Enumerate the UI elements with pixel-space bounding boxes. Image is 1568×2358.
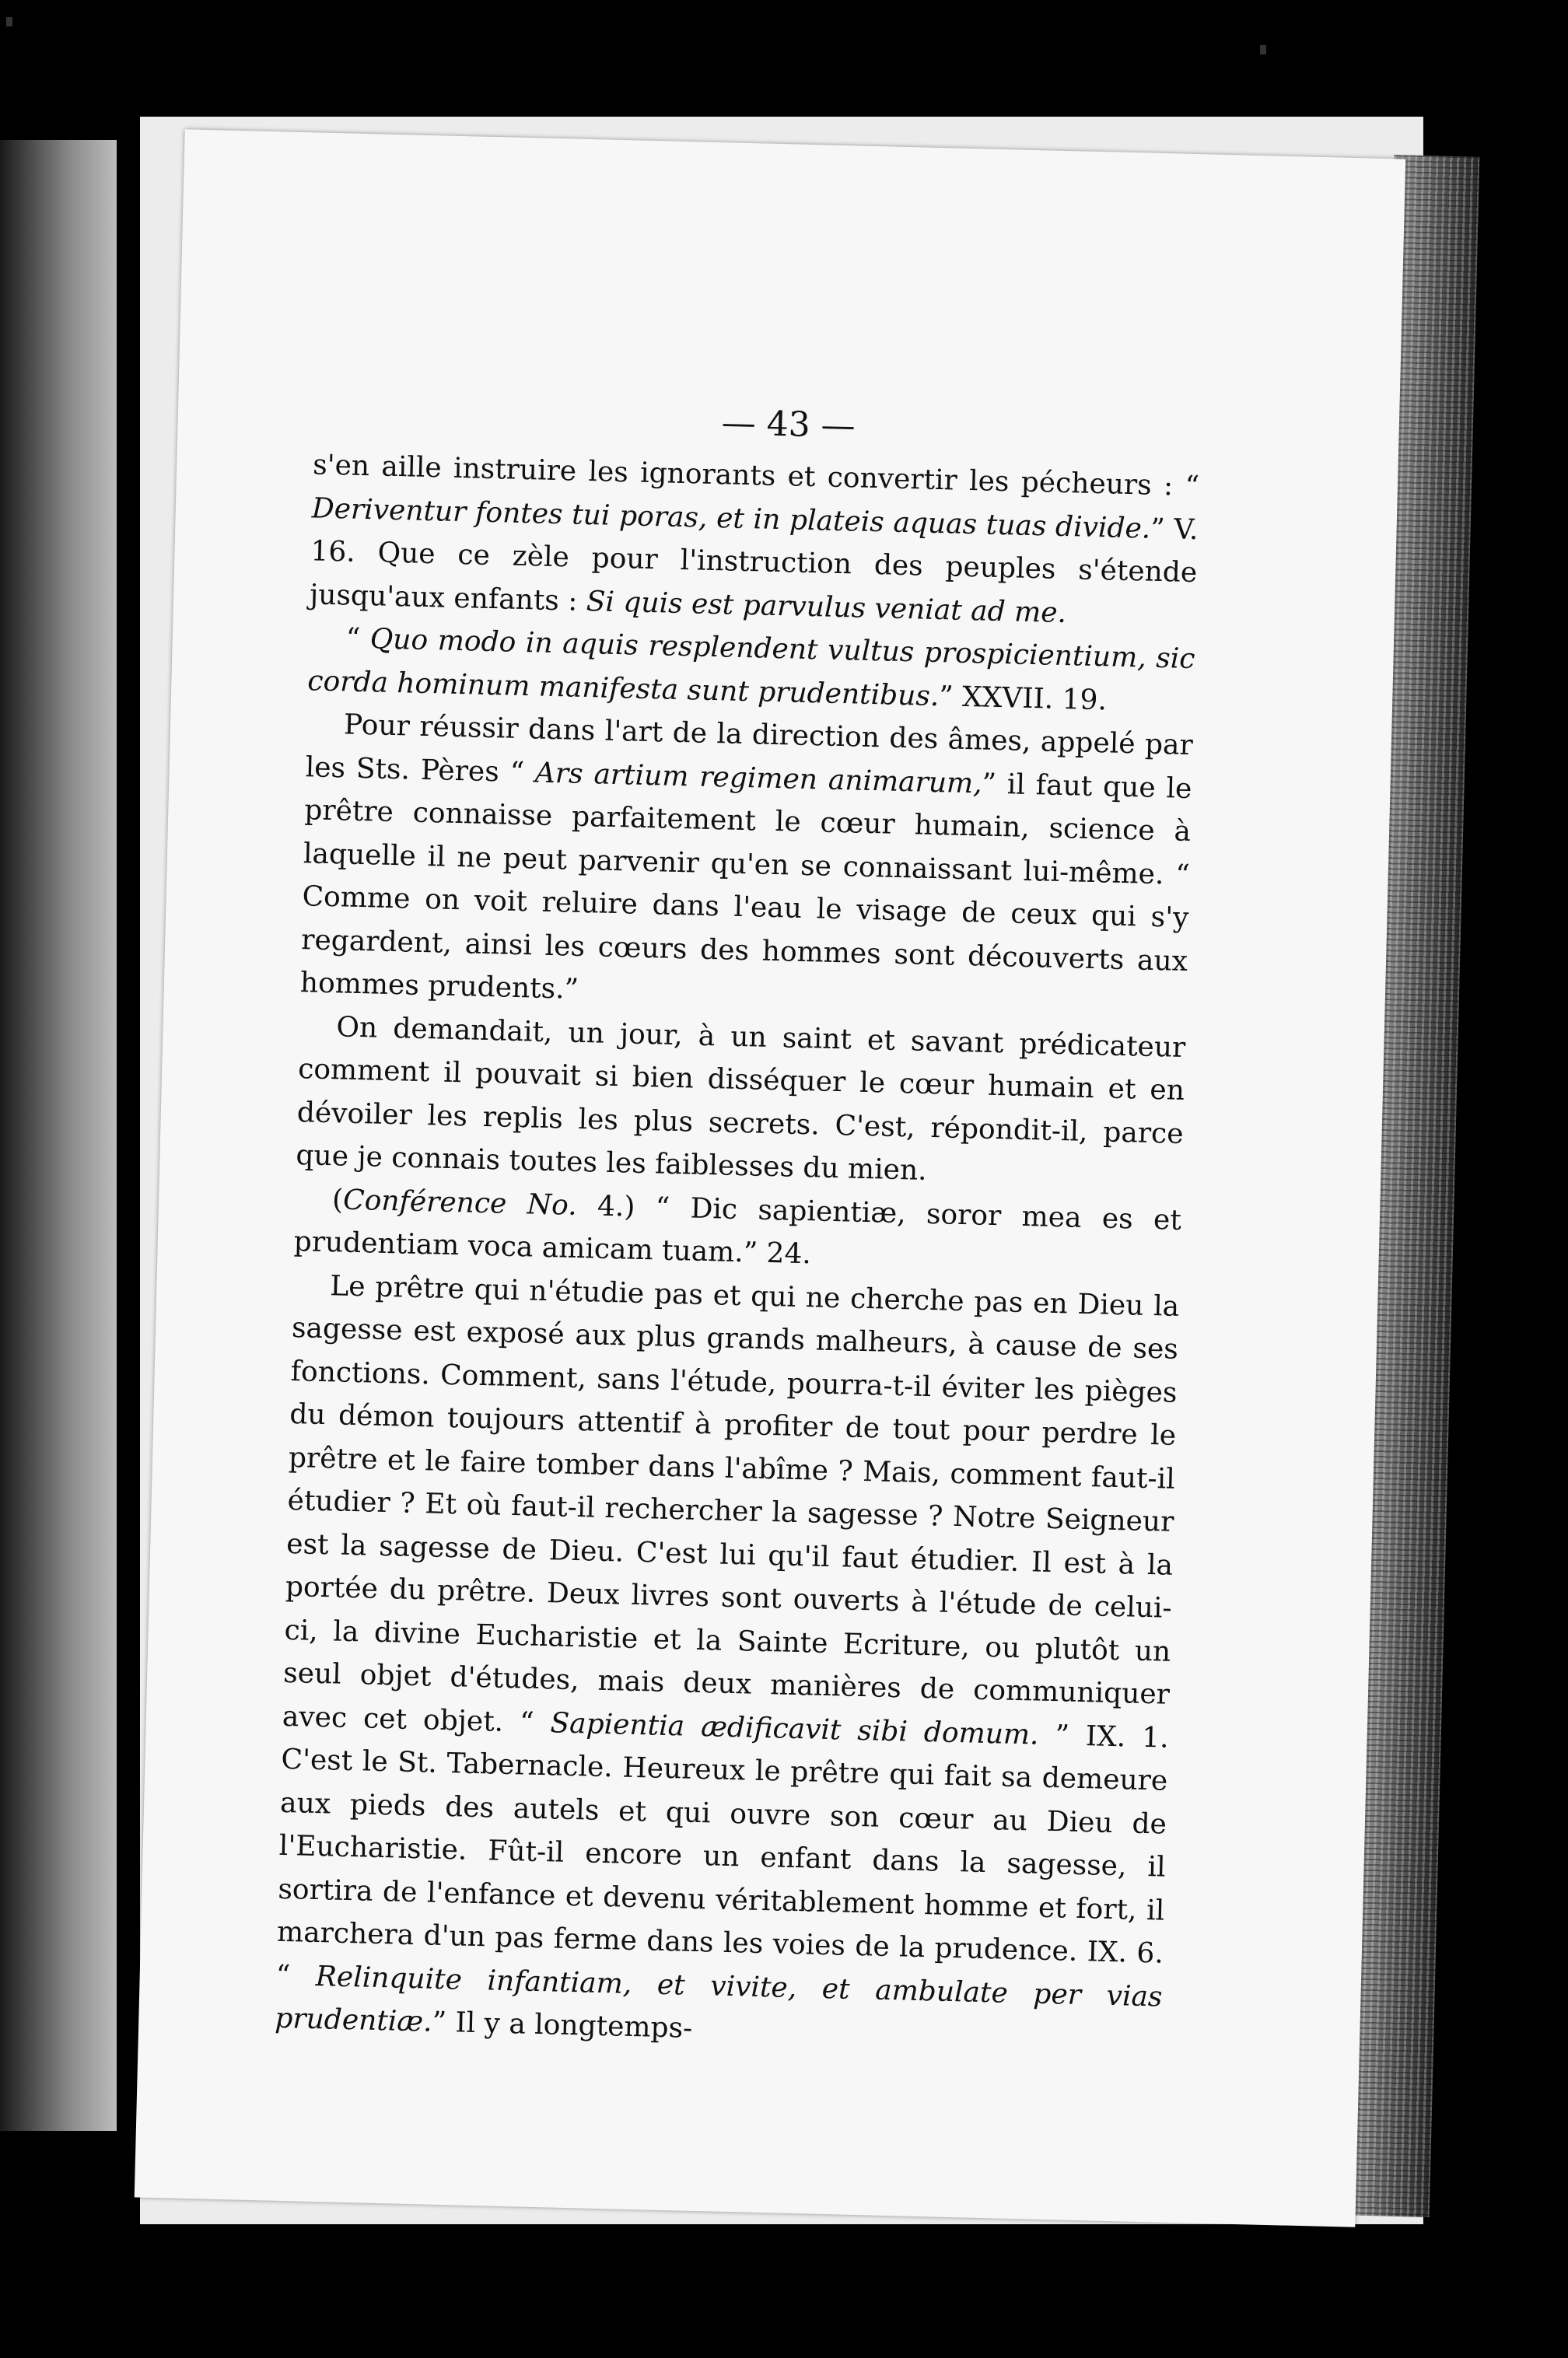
text-run: 4.) “ Dic sapientiæ, soror mea es et prudentiam voca amicam tuam.” 24. [293,1189,1182,1271]
paragraph [309,443,1199,638]
text-run: ” Il y a longtemps- [432,2006,693,2045]
text-run: ” IX. 1. C'est le St. Tabernacle. Heureux le prêtre qui fait sa demeure aux pieds des autels et qui ouvre son cœur au Dieu de l'Eucharistie. Fût-il encore un enfant dans la sagesse, il sortira de l'enfance et devenu véritablement homme et fort, il marchera d'un pas ferme dans les voies de la prudence. IX. 6. “ [275,1719,1170,1992]
latin-quote: Conférence No. [342,1184,578,1222]
previous-page-edge [0,140,117,2131]
paragraph [275,1264,1180,2062]
latin-quote: Relinquite infantiam, et vivite, et ambulate per vias prudentiæ. [274,1960,1163,2038]
text-run: ( [331,1183,344,1216]
book-page [135,129,1406,2227]
film-mark [6,17,12,26]
text-run: ” il faut que le prêtre connaisse parfaitement le cœur humain, science à laquelle il ne peut parvenir qu'en se connaissant lui-même. “ Comme on voit reluire dans l'eau le visage de ceux qui s'y regardent, ainsi les cœurs des hommes sont découverts aux hommes prudents.” [299,768,1192,1006]
latin-quote: Si quis est parvulus veniat ad me. [586,585,1067,629]
text-run: Pour réussir dans l'art de la direction des âmes, appelé par les Sts. Pères “ [305,708,1194,789]
paragraph [296,1005,1186,1199]
latin-quote: Deriventur fontes tui poras, et in plateis aquas tuas divide. [311,492,1151,545]
text-run: s'en aille instruire les ignorants et convertir les pécheurs : “ [312,449,1200,503]
page-number: — 43 — [721,403,856,446]
text-run: On demandait, un jour, à un saint et savant prédicateur comment il pouvait si bien disséquer le cœur humain et en dévoiler les replis les plus secrets. C'est, répondit-il, parce que je connais toutes les faiblesses du mien. [296,1010,1186,1187]
paragraph [299,702,1193,1026]
latin-quote: Sapientia ædificavit sibi domum. [550,1706,1040,1751]
text-run: Le prêtre qui n'étudie pas et qui ne cherche pas en Dieu la sagesse est exposé aux plus grands malheurs, à cause de ses fonctions. Comment, sans l'étude, pourra-t-il éviter les pièges du démon toujours attentif à profiter de tout pour perdre le prêtre et le faire tomber dans l'abîme ? Mais, comment faut-il étudier ? Et où faut-il rechercher la sagesse ? Notre Seigneur est la sagesse de Dieu. C'est lui qu'il faut étudier. Il est à la portée du prêtre. Deux livres sont ouverts à l'étude de celui-ci, la divine Eucharistie et la Sainte Ecriture, ou plutôt un seul objet d'études, mais deux manières de communiquer avec cet objet. “ [282,1269,1180,1739]
film-mark [1260,45,1266,54]
text-run: ” XXVII. 19. [938,680,1108,716]
page-text [275,443,1200,2062]
text-run: ” V. 16. Que ce zèle pour l'instruction des peuples s'étende jusqu'aux enfants : [309,513,1199,617]
text-run: “ [345,622,371,656]
latin-quote: Ars artium regimen animarum, [534,756,983,800]
latin-quote: Quo modo in aquis resplendent vultus prospicientium, sic corda hominum manifesta sunt prudentibus. [306,623,1195,712]
